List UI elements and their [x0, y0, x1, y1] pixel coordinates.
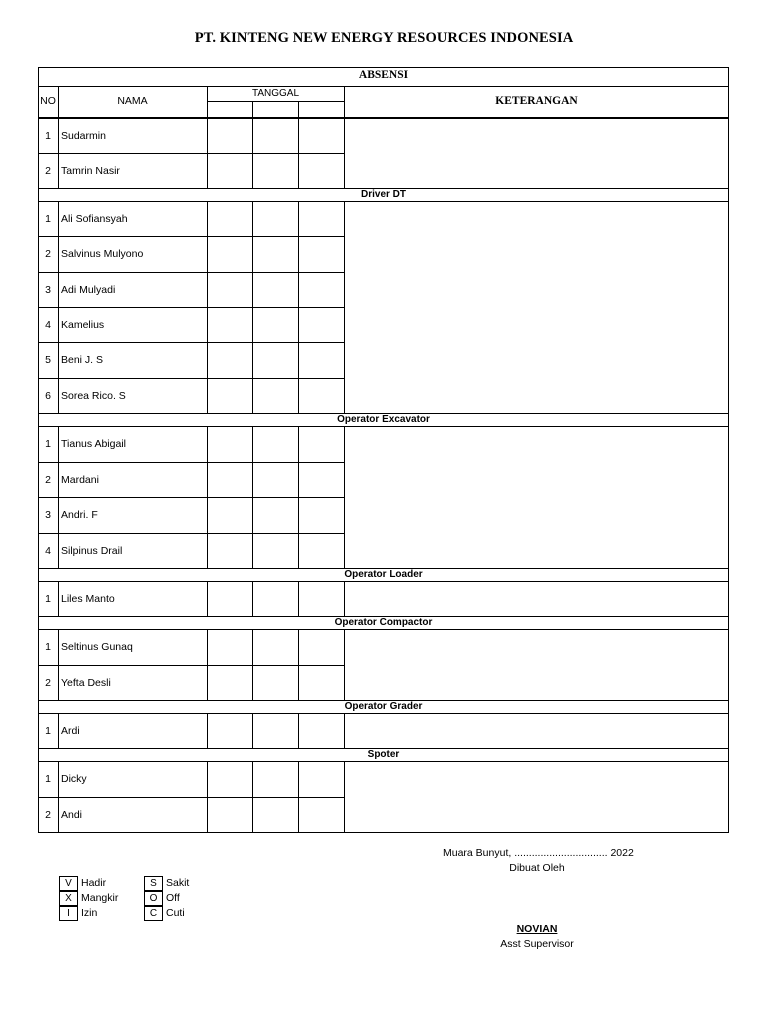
date-cell[interactable] [299, 308, 344, 342]
row-name: Salvinus Mulyono [61, 248, 144, 260]
date-cell[interactable] [253, 379, 298, 413]
date-cell[interactable] [253, 427, 298, 462]
row-no: 3 [45, 509, 51, 521]
row-name: Andi [61, 809, 83, 821]
date-cell[interactable] [299, 582, 344, 616]
date-cell[interactable] [299, 119, 344, 153]
date-cell[interactable] [253, 666, 298, 700]
row-name: Yefta Desli [61, 677, 111, 689]
date-cell[interactable] [253, 714, 298, 748]
row-name: Silpinus Drail [61, 545, 123, 557]
legend-code-box: X [59, 891, 78, 906]
date-cell[interactable] [208, 343, 252, 378]
row-no: 2 [45, 677, 51, 689]
row-no: 1 [45, 213, 51, 225]
keterangan-cell[interactable] [344, 426, 729, 569]
date-cell[interactable] [208, 630, 252, 665]
keterangan-header: KETERANGAN [495, 95, 578, 107]
date-cell[interactable] [299, 666, 344, 700]
legend-label: Cuti [166, 907, 185, 919]
row-name: Sorea Rico. S [61, 390, 126, 402]
legend-code-box: O [144, 891, 163, 906]
date-cell[interactable] [299, 798, 344, 832]
cell-divider [58, 497, 59, 534]
cell-divider [58, 761, 59, 798]
signer-role: Asst Supervisor [500, 938, 574, 950]
date-cell[interactable] [253, 582, 298, 616]
date-cell[interactable] [299, 630, 344, 665]
legend-label: Hadir [81, 877, 107, 889]
row-no: 4 [45, 545, 51, 557]
date-cell[interactable] [208, 237, 252, 272]
group-title: Operator Loader [344, 569, 423, 580]
cell-divider [58, 153, 59, 189]
row-name: Tamrin Nasir [61, 165, 120, 177]
date-cell[interactable] [299, 202, 344, 236]
legend-label: Izin [81, 907, 98, 919]
row-name: Andri. F [61, 509, 98, 521]
keterangan-cell[interactable] [344, 201, 729, 414]
date-cell[interactable] [208, 308, 252, 342]
legend-code-box: C [144, 906, 163, 921]
header-divider [207, 101, 344, 102]
row-no: 2 [45, 809, 51, 821]
date-cell[interactable] [299, 427, 344, 462]
cell-divider [58, 665, 59, 701]
row-name: Ali Sofiansyah [61, 213, 128, 225]
no-header: NO [40, 95, 56, 107]
row-name: Beni J. S [61, 354, 104, 366]
cell-divider [58, 307, 59, 343]
legend-code-box: S [144, 876, 163, 891]
cell-divider [58, 797, 59, 833]
legend-code-box: I [59, 906, 78, 921]
row-no: 1 [45, 641, 51, 653]
row-name: Adi Mulyadi [61, 284, 116, 296]
made-by-label: Dibuat Oleh [509, 862, 565, 874]
cell-divider [58, 426, 59, 463]
date-cell[interactable] [208, 379, 252, 413]
header-divider [38, 86, 729, 87]
date-cell[interactable] [208, 463, 252, 497]
cell-divider [58, 378, 59, 414]
date-cell[interactable] [253, 343, 298, 378]
keterangan-cell[interactable] [344, 629, 729, 701]
cell-divider [58, 713, 59, 749]
cell-divider [58, 118, 59, 154]
row-name: Mardani [61, 474, 99, 486]
header-divider [298, 101, 299, 118]
row-no: 1 [45, 130, 51, 142]
tanggal-header: TANGGAL [251, 88, 300, 99]
date-cell[interactable] [253, 498, 298, 533]
row-name: Sudarmin [61, 130, 106, 142]
date-cell[interactable] [299, 343, 344, 378]
cell-divider [58, 629, 59, 666]
row-name: Seltinus Gunaq [61, 641, 133, 653]
row-name: Liles Manto [61, 593, 115, 605]
date-cell[interactable] [208, 427, 252, 462]
row-no: 1 [45, 725, 51, 737]
row-name: Dicky [61, 773, 87, 785]
date-cell[interactable] [208, 154, 252, 188]
row-name: Tianus Abigail [61, 438, 126, 450]
row-no: 5 [45, 354, 51, 366]
signer-name: NOVIAN [516, 923, 558, 935]
legend-label: Sakit [166, 877, 190, 889]
legend-label: Off [166, 892, 180, 904]
date-cell[interactable] [299, 463, 344, 497]
date-cell[interactable] [299, 273, 344, 307]
row-no: 3 [45, 284, 51, 296]
date-cell[interactable] [299, 534, 344, 568]
date-cell[interactable] [253, 762, 298, 797]
row-no: 1 [45, 773, 51, 785]
cell-divider [58, 581, 59, 617]
date-cell[interactable] [208, 534, 252, 568]
date-cell[interactable] [299, 154, 344, 188]
date-cell[interactable] [299, 762, 344, 797]
date-cell[interactable] [208, 666, 252, 700]
date-cell[interactable] [253, 154, 298, 188]
keterangan-cell[interactable] [344, 118, 729, 189]
date-cell[interactable] [208, 582, 252, 616]
keterangan-cell[interactable] [344, 761, 729, 833]
legend-label: Mangkir [81, 892, 119, 904]
date-cell[interactable] [299, 237, 344, 272]
date-cell[interactable] [253, 534, 298, 568]
date-cell[interactable] [208, 498, 252, 533]
row-no: 2 [45, 474, 51, 486]
keterangan-cell[interactable] [344, 581, 729, 617]
date-cell[interactable] [253, 237, 298, 272]
date-cell[interactable] [208, 119, 252, 153]
date-cell[interactable] [299, 714, 344, 748]
date-cell[interactable] [208, 273, 252, 307]
row-no: 1 [45, 593, 51, 605]
date-cell[interactable] [253, 119, 298, 153]
date-cell[interactable] [253, 463, 298, 497]
group-title: Operator Compactor [334, 617, 433, 628]
place-date: Muara Bunyut, ................................ 2022 [443, 847, 634, 859]
row-no: 1 [45, 438, 51, 450]
date-cell[interactable] [208, 714, 252, 748]
legend-code-box: V [59, 876, 78, 891]
cell-divider [58, 236, 59, 273]
cell-divider [58, 533, 59, 569]
cell-divider [58, 201, 59, 237]
cell-divider [58, 342, 59, 379]
cell-divider [58, 462, 59, 498]
row-no: 4 [45, 319, 51, 331]
row-no: 2 [45, 248, 51, 260]
date-cell[interactable] [253, 202, 298, 236]
date-cell[interactable] [299, 379, 344, 413]
date-cell[interactable] [253, 273, 298, 307]
date-cell[interactable] [208, 762, 252, 797]
group-title: Operator Excavator [337, 414, 430, 425]
date-cell[interactable] [299, 498, 344, 533]
group-title: Operator Grader [344, 701, 423, 712]
group-title: Driver DT [360, 189, 406, 200]
date-cell[interactable] [253, 630, 298, 665]
row-name: Ardi [61, 725, 80, 737]
row-no: 6 [45, 390, 51, 402]
absensi-label: ABSENSI [358, 69, 409, 81]
date-cell[interactable] [208, 202, 252, 236]
date-cell[interactable] [208, 798, 252, 832]
cell-divider [58, 272, 59, 308]
nama-header: NAMA [117, 95, 148, 107]
row-name: Kamelius [61, 319, 105, 331]
keterangan-cell[interactable] [344, 713, 729, 749]
row-no: 2 [45, 165, 51, 177]
date-cell[interactable] [253, 798, 298, 832]
date-cell[interactable] [253, 308, 298, 342]
company-title: PT. KINTENG NEW ENERGY RESOURCES INDONESIA [194, 30, 574, 46]
group-title: Spoter [367, 749, 400, 760]
header-divider [252, 101, 253, 118]
